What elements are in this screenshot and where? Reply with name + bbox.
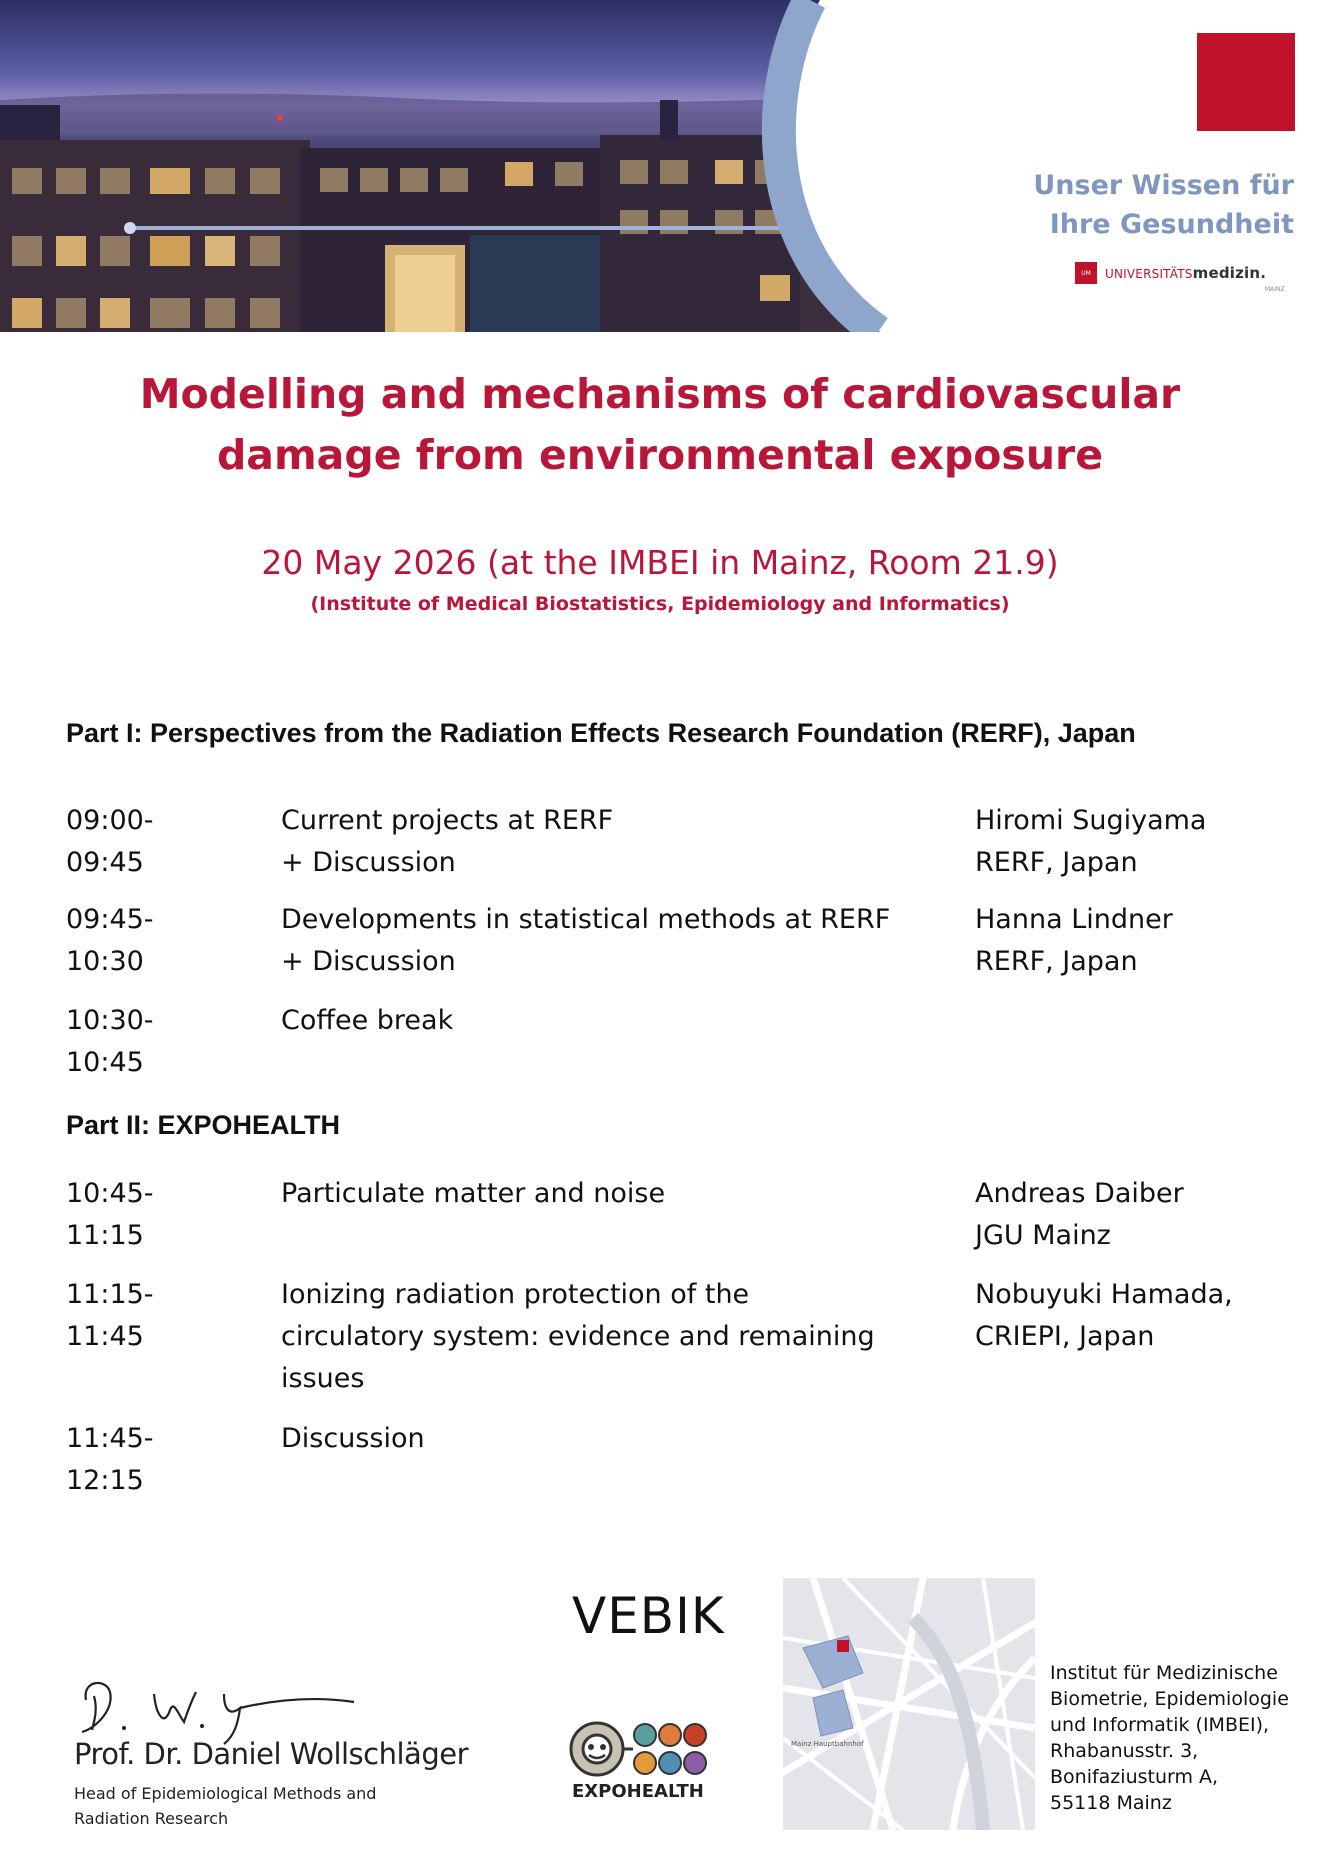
session-time: 10:45- 11:15 — [66, 1178, 154, 1251]
slogan-line-2: Ihre Gesundheit — [1049, 209, 1294, 240]
session-row — [66, 899, 1266, 983]
signer-name: Prof. Dr. Daniel Wollschläger — [74, 1737, 468, 1771]
session-talk: Current projects at RERF + Discussion — [281, 805, 614, 878]
session-talk: Ionizing radiation protection of the circulatory system: evidence and remaining issues — [281, 1279, 875, 1394]
slogan-line-1: Unser Wissen für — [1033, 170, 1294, 201]
session-speaker: Andreas Daiber JGU Mainz — [975, 1178, 1184, 1251]
session-time: 11:15- 11:45 — [66, 1279, 154, 1352]
event-institute: (Institute of Medical Biostatistics, Epidemiology and Informatics) — [310, 593, 1010, 615]
session-speaker: Nobuyuki Hamada, CRIEPI, Japan — [975, 1279, 1233, 1352]
expohealth-logo-icon — [569, 1717, 721, 1779]
session-row — [66, 800, 1266, 884]
session-row — [66, 1418, 1266, 1502]
part1-heading: Part I: Perspectives from the Radiation Effects Research Foundation (RERF), Japan — [66, 718, 1136, 748]
institute-address: Institut für Medizinische Biometrie, Epidemiologie und Informatik (IMBEI), Rhabanusstr. 3, Bonifaziusturm A, 55118 Mainz — [1050, 1662, 1289, 1814]
session-time: 09:45- 10:30 — [66, 904, 154, 977]
signer-role: Head of Epidemiological Methods and Radiation Research — [74, 1784, 377, 1828]
session-speaker: Hiromi Sugiyama RERF, Japan — [975, 805, 1207, 878]
session-time: 11:45- 12:15 — [66, 1423, 154, 1496]
session-row — [66, 1274, 1266, 1400]
session-talk: Developments in statistical methods at RERF + Discussion — [281, 904, 891, 977]
um-logo-mark: UM — [1075, 262, 1097, 284]
location-map — [783, 1578, 1035, 1830]
expohealth-label: EXPOHEALTH — [572, 1781, 704, 1802]
session-row — [66, 1173, 1266, 1257]
session-row — [66, 1000, 1266, 1084]
um-logo-sub: MAINZ — [1265, 286, 1285, 293]
street-map — [783, 1578, 1035, 1830]
part2-heading: Part II: EXPOHEALTH — [66, 1110, 341, 1140]
title-line-2: damage from environmental exposure — [216, 431, 1104, 479]
universitaetsmedizin-logo — [1075, 262, 1266, 284]
session-talk: Particulate matter and noise — [281, 1178, 666, 1209]
title-line-1: Modelling and mechanisms of cardiovascular — [139, 370, 1181, 418]
event-date: 20 May 2026 (at the IMBEI in Mainz, Room 21.9) — [261, 543, 1059, 582]
vebik-logo: VEBIK — [572, 1587, 725, 1645]
session-time: 09:00- 09:45 — [66, 805, 154, 878]
map-label: Mainz Hauptbahnhof — [791, 1740, 864, 1748]
event-title — [60, 364, 1260, 486]
slogan — [1033, 166, 1294, 244]
session-talk: Discussion — [281, 1423, 425, 1454]
session-talk: Coffee break — [281, 1005, 454, 1036]
header-banner — [0, 0, 1320, 332]
um-logo-text: UNIVERSITÄTSmedizin. — [1105, 264, 1267, 282]
session-speaker: Hanna Lindner RERF, Japan — [975, 904, 1173, 977]
session-time: 10:30- 10:45 — [66, 1005, 154, 1078]
brand-red-square — [1197, 33, 1295, 131]
